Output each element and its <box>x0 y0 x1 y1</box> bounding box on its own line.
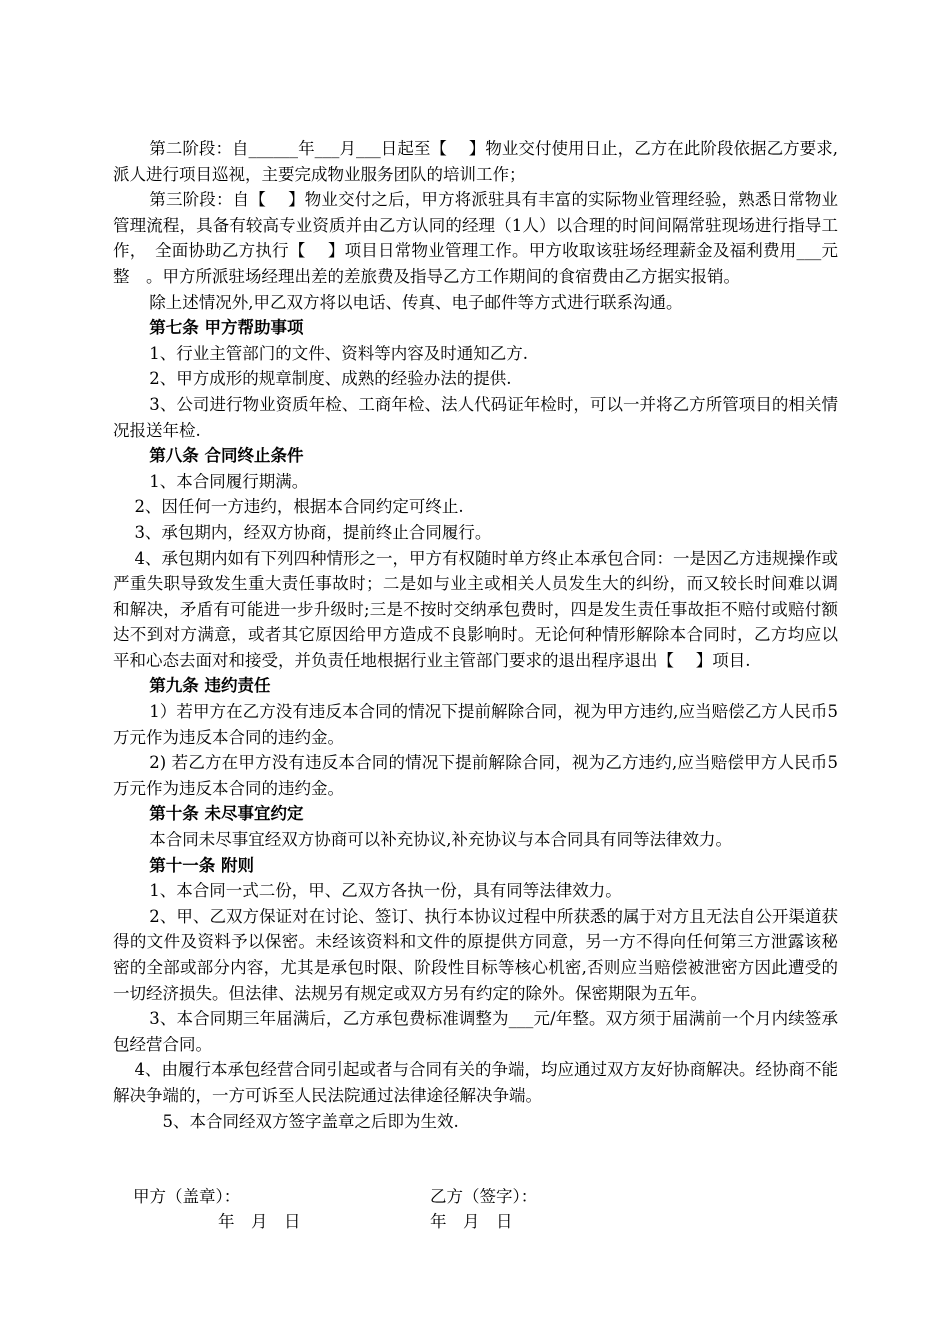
paragraph-article-11-item-5: 5、本合同经双方签字盖章之后即为生效. <box>162 1111 459 1131</box>
party-b-sign-label: 乙方（签字）： <box>430 1187 538 1206</box>
section-heading-article-9: 第九条 违约责任 <box>149 676 271 696</box>
paragraph-article-11-item-3: 3、本合同期三年届满后，乙方承包费标准调整为___元/年整。双方须于届满前一个月内续签承包经营合同。 <box>113 1009 838 1054</box>
party-a-date: 年 月 日 <box>218 1212 301 1231</box>
paragraph-article-8-item-2: 2、因任何一方违约，根据本合同约定可终止. <box>134 497 464 517</box>
paragraph-article-7-item-1: 1、行业主管部门的文件、资料等内容及时通知乙方. <box>149 343 529 363</box>
section-heading-article-10: 第十条 未尽事宜约定 <box>149 804 304 824</box>
party-b-date: 年 月 日 <box>430 1212 513 1231</box>
paragraph-article-9-item-1: 1）若甲方在乙方没有违反本合同的情况下提前解除合同，视为甲方违约,应当赔偿乙方人民币5万元作为违反本合同的违约金。 <box>113 702 838 747</box>
section-heading-article-11: 第十一条 附则 <box>149 855 255 875</box>
paragraph-article-11-item-4: 4、由履行本承包经营合同引起或者与合同有关的争端，均应通过双方友好协商解决。经协商不能解决争端的，一方可诉至人民法院通过法律途径解决争端。 <box>113 1060 838 1105</box>
paragraph-article-8-item-3: 3、承包期内，经双方协商，提前终止合同履行。 <box>134 522 492 542</box>
paragraph-article-8-item-1: 1、本合同履行期满。 <box>149 471 309 491</box>
party-a-seal-label: 甲方（盖章）： <box>133 1187 241 1206</box>
paragraph-stage-three: 第三阶段：自【 】物业交付之后，甲方将派驻具有丰富的实际物业管理经验，熟悉日常物业管理流程，具备有较高专业资质并由乙方认同的经理（1人）以合理的时间间隔常驻现场进行指导工作， 全面协助乙方执行【 】项目日常物业管理工作。甲方收取该驻场经理薪金及福利费用___元整 。甲方所派驻场经理出差的差旅费及指导乙方工作期间的食宿费由乙方据实报销。 <box>113 190 838 286</box>
paragraph-article-8-item-4: 4、承包期内如有下列四种情形之一，甲方有权随时单方终止本承包合同：一是因乙方违规操作或严重失职导致发生重大责任事故时；二是如与业主或相关人员发生大的纠纷，而又较长时间难以调和解决，矛盾有可能进一步升级时;三是不按时交纳承包费时，四是发生责任事故拒不赔付或赔付额达不到对方满意，或者其它原因给甲方造成不良影响时。无论何种情形解除本合同时，乙方均应以平和心态去面对和接受，并负责任地根据行业主管部门要求的退出程序退出【 】项目. <box>113 548 838 670</box>
paragraph-article-7-item-2: 2、甲方成形的规章制度、成熟的经验办法的提供. <box>149 369 512 389</box>
paragraph-stage-two: 第二阶段：自______年___月___日起至【 】物业交付使用日止，乙方在此阶段依据乙方要求,派人进行项目巡视，主要完成物业服务团队的培训工作； <box>113 139 838 184</box>
section-heading-article-7: 第七条 甲方帮助事项 <box>149 318 304 338</box>
paragraph-article-10-body: 本合同未尽事宜经双方协商可以补充协议,补充协议与本合同具有同等法律效力。 <box>149 830 733 850</box>
paragraph-article-11-item-1: 1、本合同一式二份，甲、乙双方各执一份，具有同等法律效力。 <box>149 881 622 901</box>
section-heading-article-8: 第八条 合同终止条件 <box>149 446 304 466</box>
paragraph-article-7-item-3: 3、公司进行物业资质年检、工商年检、法人代码证年检时，可以一并将乙方所管项目的相关情况报送年检. <box>113 394 838 440</box>
document-body <box>113 136 838 1134</box>
paragraph-communication: 除上述情况外,甲乙双方将以电话、传真、电子邮件等方式进行联系沟通。 <box>149 292 683 312</box>
paragraph-article-11-item-2: 2、甲、乙双方保证对在讨论、签订、执行本协议过程中所获悉的属于对方且无法自公开渠道获得的文件及资料予以保密。未经该资料和文件的原提供方同意，另一方不得向任何第三方泄露该秘密的全部或部分内容，尤其是承包时限、阶段性目标等核心机密,否则应当赔偿被泄密方因此遭受的一切经济损失。但法律、法规另有规定或双方另有约定的除外。保密期限为五年。 <box>113 906 838 1003</box>
paragraph-article-9-item-2: 2) 若乙方在甲方没有违反本合同的情况下提前解除合同，视为乙方违约,应当赔偿甲方人民币5万元作为违反本合同的违约金。 <box>113 753 838 798</box>
